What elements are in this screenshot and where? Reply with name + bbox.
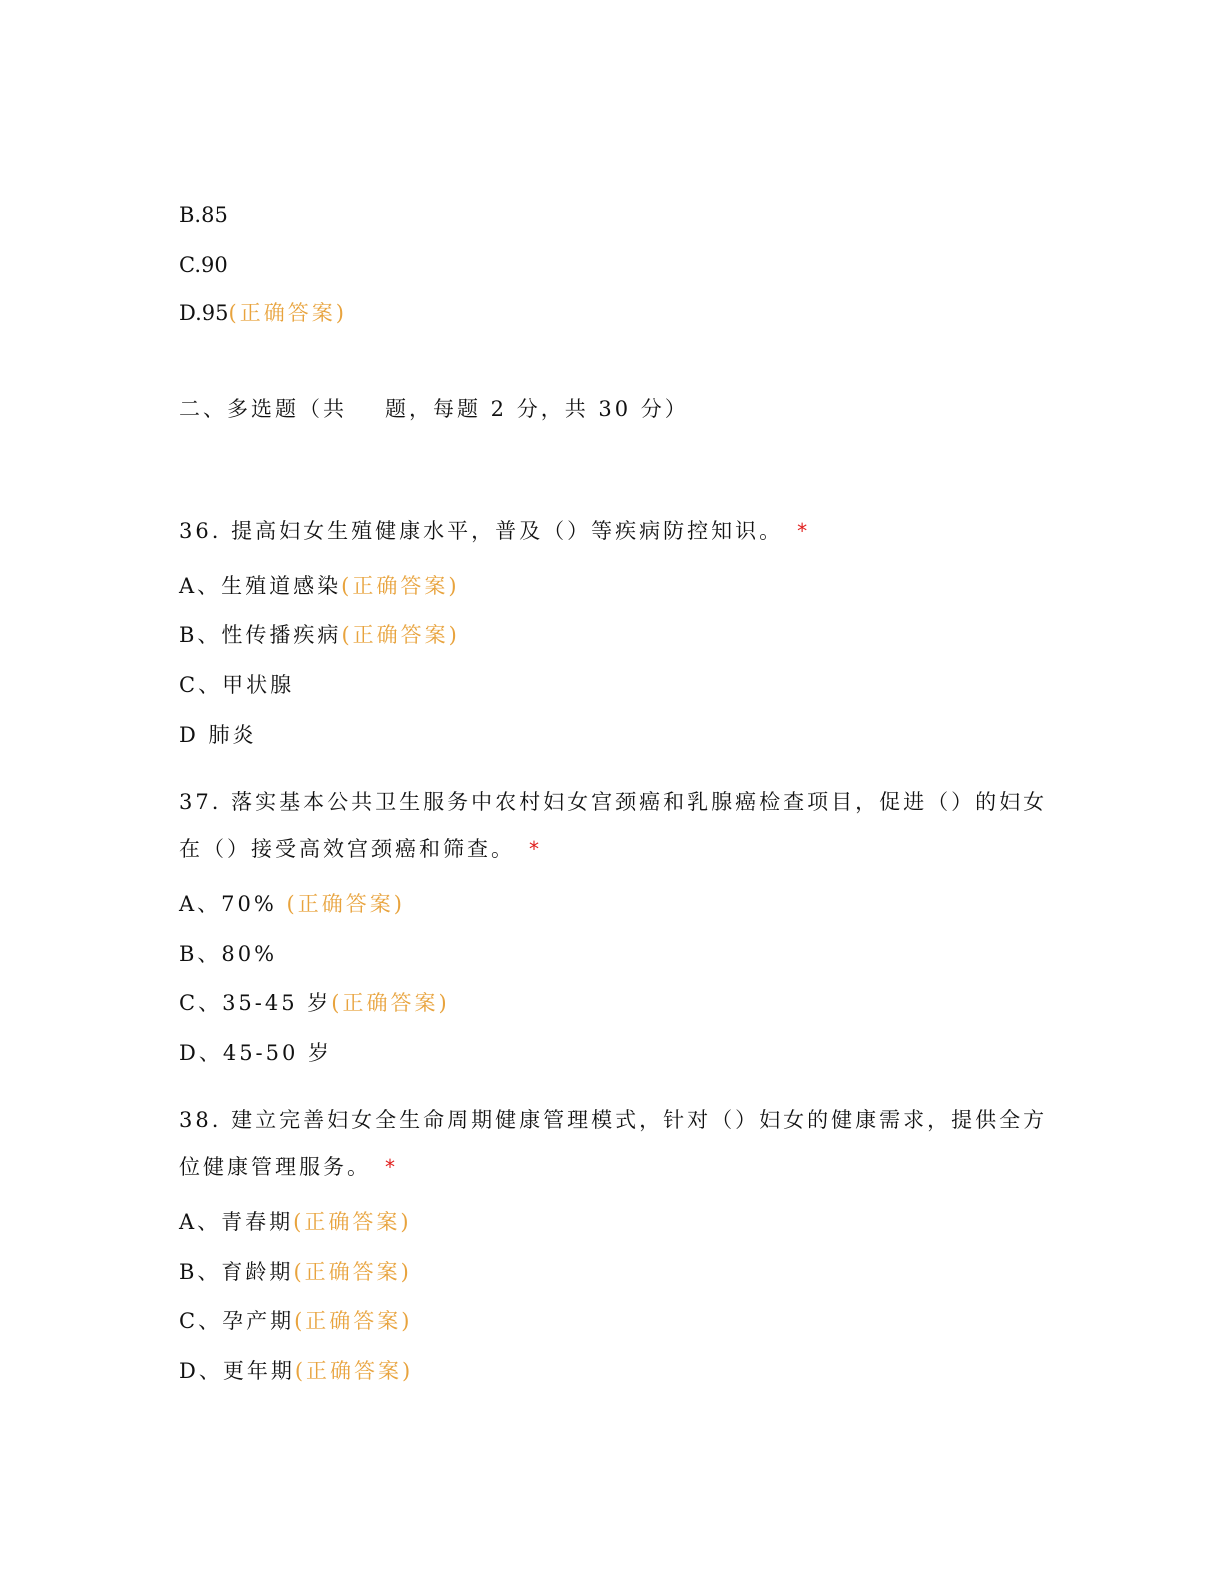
option-label: D、45-50 岁 [179, 1041, 333, 1065]
q38-option-d [179, 1356, 413, 1386]
correct-answer-tag: (正确答案) [294, 1309, 413, 1333]
correct-answer-tag: (正确答案) [293, 1210, 412, 1234]
q36-option-c [179, 670, 294, 700]
q35-option-c [179, 250, 228, 280]
option-label: B.85 [179, 203, 228, 227]
correct-answer-tag: (正确答案) [286, 892, 405, 916]
option-label: B、80% [179, 942, 278, 966]
correct-answer-tag: (正确答案) [341, 623, 460, 647]
correct-answer-tag: (正确答案) [294, 1359, 414, 1383]
option-label: D 肺炎 [179, 723, 257, 747]
option-label: B、性传播疾病 [179, 623, 342, 647]
q38-text-line1 [179, 1105, 1047, 1135]
q36-text [179, 516, 807, 546]
q36-option-a [179, 571, 460, 601]
section-title-part1: 二、多选题（共 [179, 397, 347, 421]
q38-text-line2 [179, 1152, 395, 1182]
option-label: A、青春期 [179, 1210, 294, 1234]
q36-option-b [179, 620, 460, 650]
question-text: 38. 建立完善妇女全生命周期健康管理模式，针对（）妇女的健康需求，提供全方 [179, 1108, 1048, 1132]
question-text: 37. 落实基本公共卫生服务中农村妇女宫颈癌和乳腺癌检查项目，促进（）的妇女 [179, 790, 1048, 814]
q35-option-d [179, 298, 347, 328]
required-star: * [529, 837, 539, 861]
q38-option-b [179, 1257, 412, 1287]
section-title-part2: 题，每题 2 分，共 30 分） [385, 397, 689, 421]
option-label: A、生殖道感染 [179, 574, 342, 598]
question-text: 位健康管理服务。 [179, 1155, 371, 1179]
required-star: * [797, 519, 808, 543]
question-text: 36. 提高妇女生殖健康水平，普及（）等疾病防控知识。 [179, 519, 784, 543]
q37-text-line1 [179, 787, 1047, 817]
option-label: D、更年期 [179, 1359, 295, 1383]
q36-option-d [179, 720, 257, 750]
correct-answer-tag: (正确答案) [331, 991, 450, 1015]
q35-option-b [179, 200, 228, 230]
option-label: D.95 [179, 301, 229, 325]
correct-answer-tag: (正确答案) [293, 1260, 412, 1284]
q38-option-c [179, 1306, 412, 1336]
q37-text-line2 [179, 834, 539, 864]
section-heading [179, 394, 689, 424]
option-label: C、甲状腺 [179, 673, 295, 697]
correct-answer-tag: (正确答案) [228, 301, 347, 325]
option-label: B、育龄期 [179, 1260, 294, 1284]
q37-option-b [179, 939, 277, 969]
option-label: C.90 [179, 253, 228, 277]
option-label: C、35-45 岁 [179, 991, 332, 1015]
q37-option-d [179, 1038, 332, 1068]
q37-option-c [179, 988, 450, 1018]
question-text: 在（）接受高效宫颈癌和筛查。 [179, 837, 515, 861]
q38-option-a [179, 1207, 412, 1237]
correct-answer-tag: (正确答案) [341, 574, 460, 598]
option-label: C、孕产期 [179, 1309, 295, 1333]
q37-option-a [179, 889, 405, 919]
option-label: A、70% [179, 892, 277, 916]
required-star: * [385, 1155, 395, 1179]
